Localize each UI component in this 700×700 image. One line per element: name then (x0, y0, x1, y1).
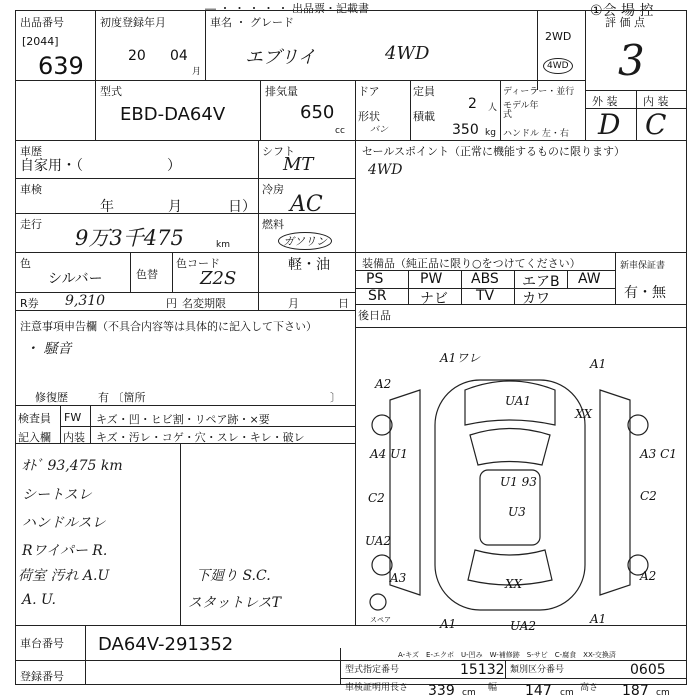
registration-label: 初度登録年月 (100, 16, 166, 29)
inspection-day-unit: 日） (228, 199, 256, 215)
inspector-fw-items: キズ・凹・ヒビ割・リペア跡・×要 (96, 413, 270, 426)
inspection-label: 車検 (20, 183, 42, 196)
length-label: 長さ (390, 683, 409, 693)
history-value: 自家用・（ ） (20, 158, 181, 174)
equipment-label: 装備品（純正品に限り○をつけてください） (362, 257, 581, 270)
equipment-aw: AW (578, 271, 601, 287)
class-label: 類別区分番号 (510, 665, 565, 675)
notes-value: ・ 騒音 (25, 341, 72, 357)
history-label: 車歴 (20, 145, 42, 158)
repair-close: 〕 (330, 391, 341, 404)
inspection-year-unit: 年 (100, 199, 114, 215)
warranty-label: 新車保証書 (620, 261, 666, 271)
equipment-leather: カワ (522, 291, 550, 307)
remark-au: A. U. (22, 592, 56, 608)
remark-seat: シートスレ (22, 487, 92, 503)
rating-interior-label: 内 装 (643, 95, 669, 108)
recycle-unit: 円 (166, 297, 177, 310)
mark-rear-right: A1 (590, 612, 607, 626)
registration-month-unit: 月 (192, 67, 202, 77)
shift-label: シフト (262, 145, 295, 158)
repair-label: 修復歴 (35, 391, 68, 404)
mark-roof: U1 93 (500, 475, 537, 489)
ac-value: AC (290, 192, 323, 217)
spare-tire (370, 594, 386, 610)
ac-label: 冷房 (262, 183, 284, 196)
right-front-wheel (628, 415, 648, 435)
inspector-sub-label: 記入欄 (18, 431, 51, 444)
capacity-label: 定員 (413, 85, 435, 98)
mileage-unit: km (216, 240, 230, 250)
mark-right-mid: C2 (640, 489, 657, 503)
left-rear-wheel (372, 555, 392, 575)
equipment-abs: ABS (471, 271, 499, 287)
height-label: 高さ (580, 683, 599, 693)
load-label: 積載 (413, 110, 435, 123)
lot-number: 639 (38, 52, 84, 80)
handle-label: ハンドル 左・右 (503, 129, 569, 139)
length-value: 339 (428, 683, 455, 699)
color-code-label: 色コード (176, 257, 220, 270)
name-change-day: 日 (338, 297, 349, 310)
name-change-label: 名変期限 (182, 297, 226, 310)
mark-rear-left: A1 (440, 617, 457, 630)
displacement-unit: cc (335, 126, 345, 136)
rating-exterior: D (598, 108, 621, 141)
equipment-airbag: エアB (522, 274, 560, 290)
spare-label: スペア (370, 616, 391, 624)
width-value: 147 (525, 683, 552, 699)
mark-front-fender-left: A2 (375, 377, 392, 391)
class-value: 0605 (630, 662, 666, 678)
model-label: 型式 (100, 85, 122, 98)
mileage-label: 走行 (20, 218, 42, 231)
capacity-unit: 人 (488, 103, 498, 113)
shape-label: 形状 (358, 110, 380, 123)
chassis-value: DA64V-291352 (98, 634, 234, 655)
load-value: 350 (452, 122, 479, 138)
recycle-label: R券 (20, 297, 39, 310)
chassis-label: 車台番号 (20, 637, 64, 650)
mark-left-rear-lower: A3 (390, 571, 407, 585)
mark-left-mid: C2 (368, 491, 385, 505)
equipment-navi: ナビ (420, 291, 448, 307)
width-unit: cm (560, 688, 574, 698)
color-value: シルバー (48, 271, 103, 287)
shift-value: MT (283, 154, 314, 175)
dealer-label: ディーラー・並行 (503, 87, 575, 97)
mark-left-rear: UA2 (365, 534, 392, 548)
remark-odometer: ｵﾄﾞ 93,475 km (22, 458, 123, 474)
color-change-label: 色替 (136, 268, 158, 281)
car-windshield (470, 429, 550, 466)
fuel-gasoline: ガソリン (278, 232, 332, 250)
lot-code: [2044] (22, 35, 59, 48)
warranty-value: 有・無 (624, 285, 666, 301)
equipment-pw: PW (420, 271, 443, 287)
shape-value: バン (370, 125, 389, 135)
rating-label: 評 価 点 (605, 16, 645, 29)
remark-underbody: 下廻り S.C. (196, 568, 271, 584)
mark-roof-rear: U3 (508, 505, 526, 519)
cert-use-label: 車検証明用 (345, 683, 391, 693)
recycle-value: 9,310 (65, 293, 106, 309)
mark-back-door: XX (505, 577, 523, 591)
inspector-interior-label: 内装 (63, 431, 85, 444)
mileage-value: 9万3千475 (75, 226, 184, 250)
displacement-value: 650 (300, 102, 335, 123)
selling-points-label: セールスポイント（正常に機能するものに限ります） (362, 145, 626, 158)
mark-rear-mid: UA2 (510, 619, 537, 630)
inspection-month-unit: 月 (168, 199, 182, 215)
capacity-value: 2 (468, 96, 477, 112)
load-unit: kg (485, 128, 496, 138)
cert-label: 型式指定番号 (345, 665, 400, 675)
notes-label: 注意事項申告欄（不具合内容等は具体的に記入して下さい） (20, 320, 317, 333)
legend: A-キズ E-エクボ U-凹み W-補修跡 S-サビ C-腐食 XX-交換済 (398, 651, 616, 659)
equipment-ps: PS (366, 271, 384, 287)
width-label: 幅 (488, 683, 498, 693)
selling-points-value: 4WD (368, 162, 403, 178)
registration-number-label: 登録番号 (20, 670, 64, 683)
venue-label: ①会 場 控 (590, 3, 654, 19)
mark-hood: UA1 (505, 394, 532, 408)
fuel-diesel: 軽・油 (288, 257, 330, 273)
cert-value: 15132 (460, 662, 505, 678)
remark-handle: ハンドルスレ (22, 515, 106, 531)
mark-left-front-door: A4 U1 (370, 447, 408, 461)
vehicle-name: エブリイ (245, 47, 316, 68)
displacement-label: 排気量 (265, 85, 298, 98)
rating-interior: C (645, 108, 667, 141)
rating-score: 3 (618, 36, 645, 85)
repair-value: 有 〔箇所 (98, 391, 146, 404)
doors-label: ドア (358, 85, 380, 98)
header-title: ― ・ ・ ・ ・ ・ 出品票・記載書 (205, 2, 369, 15)
car-right-side (600, 390, 630, 595)
equipment-tv: TV (476, 288, 495, 304)
fourwd-label: 4WD (543, 58, 573, 74)
inspector-interior-items: キズ・汚レ・コゲ・穴・スレ・キレ・破レ (96, 431, 305, 444)
equipment-sr: SR (368, 288, 387, 304)
car-body-outline (435, 380, 585, 610)
mark-front-fender-right: XX (575, 407, 593, 421)
vehicle-name-label: 車名 ・ グレード (210, 16, 294, 29)
color-code: Z2S (200, 268, 237, 289)
inspector-fw-label: FW (64, 411, 82, 424)
remark-studless: スタットレスT (188, 595, 281, 611)
mark-front-right: A1 (590, 357, 607, 371)
car-damage-diagram (360, 340, 685, 630)
left-front-wheel (372, 415, 392, 435)
twowd-label: 2WD (545, 30, 572, 43)
length-unit: cm (462, 688, 476, 698)
name-change-month: 月 (288, 297, 299, 310)
rating-exterior-label: 外 装 (592, 95, 618, 108)
height-value: 187 (622, 683, 649, 699)
model-value: EBD-DA64V (120, 104, 226, 125)
mark-right-rear: A2 (640, 569, 657, 583)
height-unit: cm (656, 688, 670, 698)
fuel-label: 燃料 (262, 218, 284, 231)
mark-right-front-door: A3 C1 (640, 447, 677, 461)
registration-month: 04 (170, 48, 188, 64)
vehicle-drive: 4WD (385, 43, 430, 64)
lot-label: 出品番号 (20, 16, 64, 29)
remark-wiper: Rワイパー R. (22, 543, 108, 559)
car-left-side (390, 390, 420, 595)
registration-year: 20 (128, 48, 146, 64)
color-label: 色 (20, 257, 31, 270)
model-year-label: モデル年式 (503, 101, 539, 120)
delivery-label: 後日品 (358, 309, 391, 322)
inspector-label: 検査員 (18, 412, 51, 425)
remark-cargo: 荷室 汚れ A.U (18, 568, 110, 584)
mark-front-glass: A1ワレ (440, 351, 481, 365)
